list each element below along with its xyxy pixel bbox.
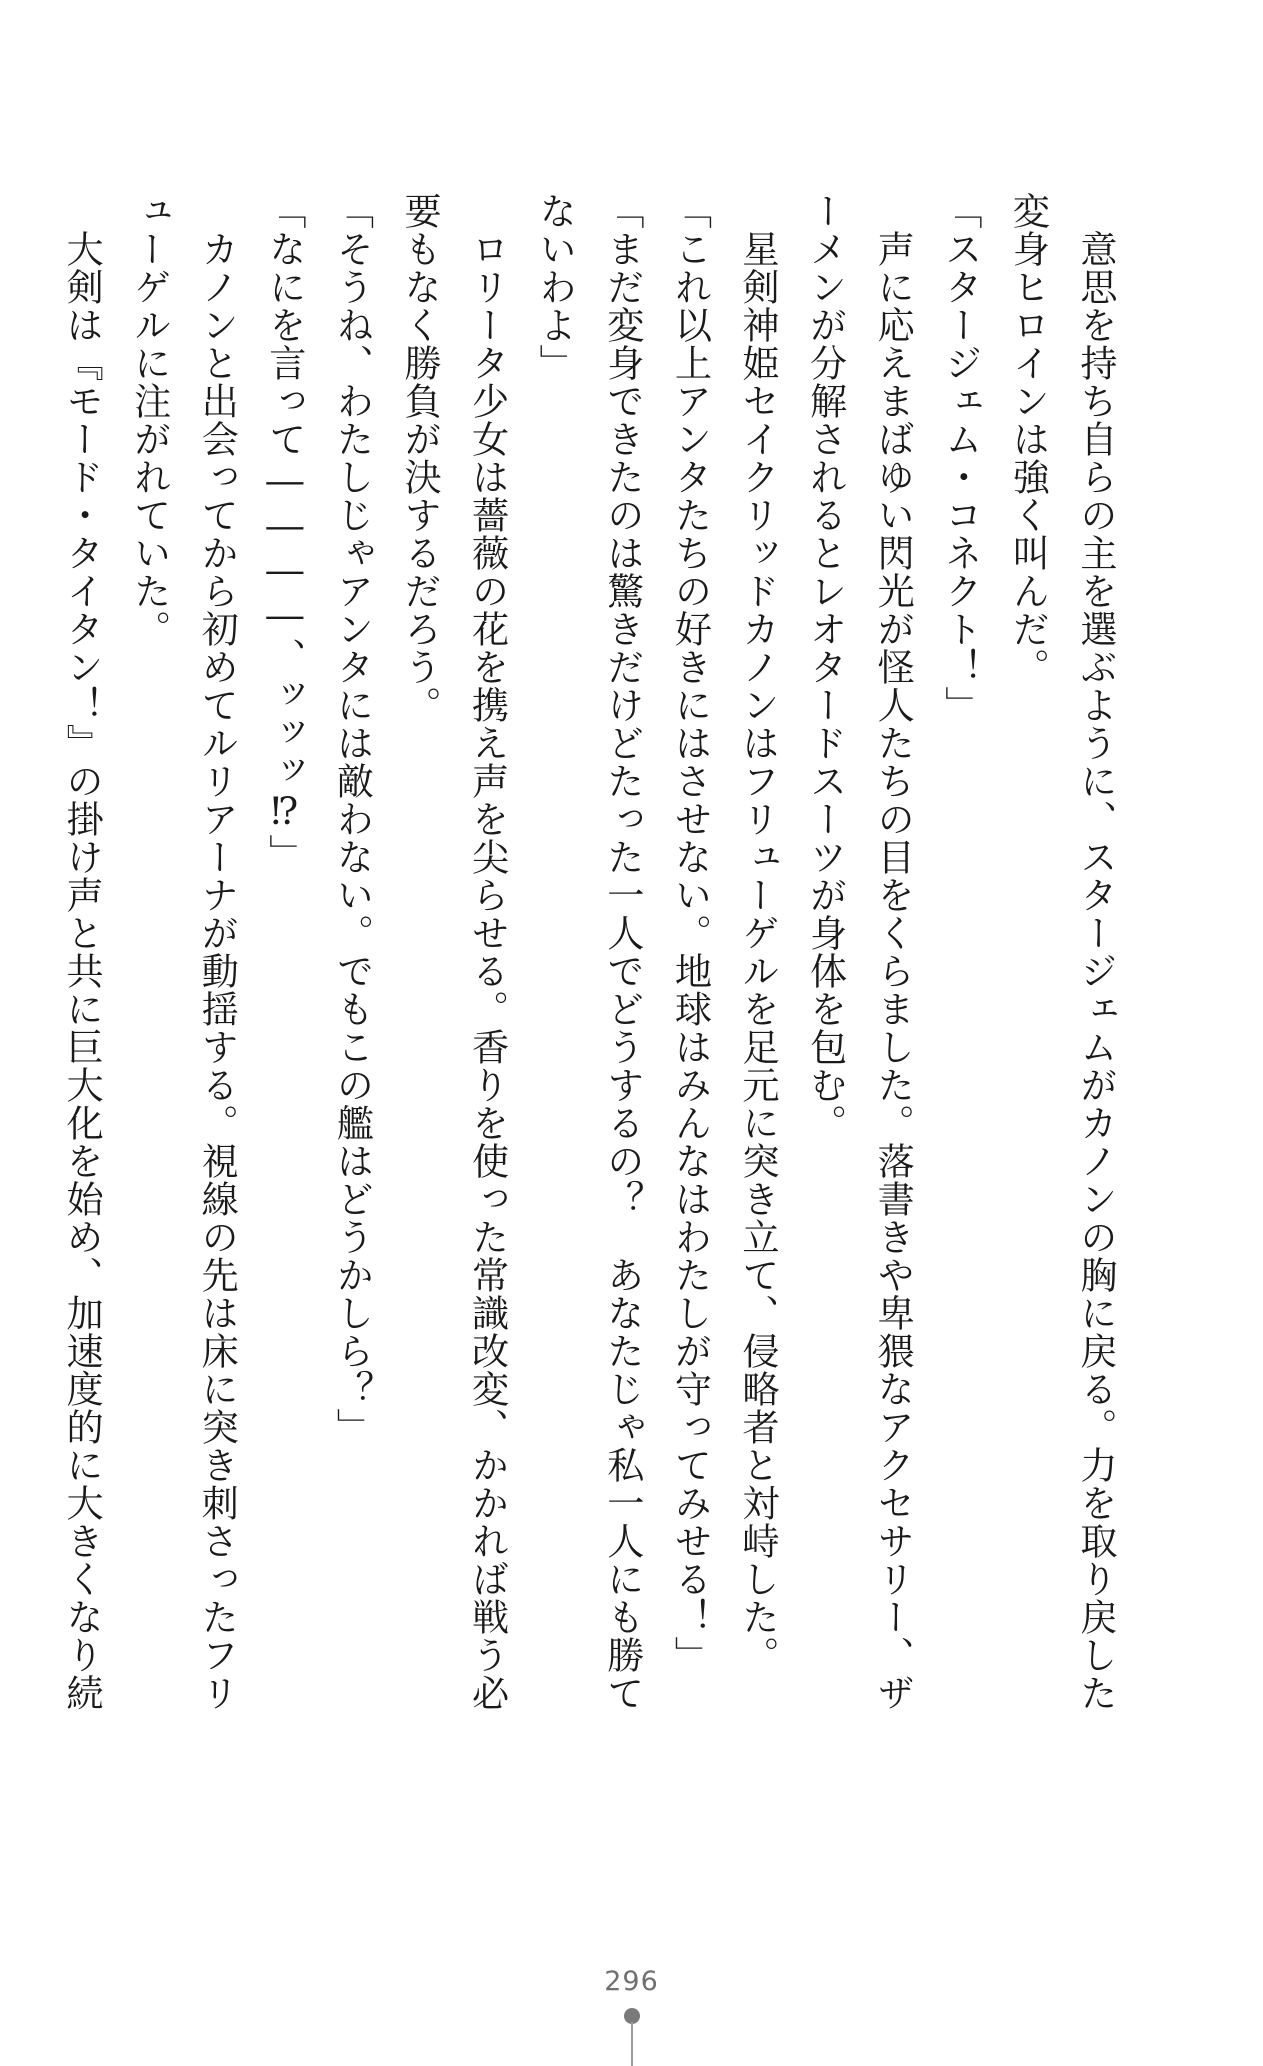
text-line: 要もなく勝負が決するだろう。	[398, 192, 443, 724]
text-line: 意思を持ち自らの主を選ぶように、スタージェムがカノンの胸に戻る。力を取り戻した	[1074, 192, 1118, 1712]
text-line: 「スタージェム・コネクト！」	[938, 192, 983, 724]
text-line: 星剣神姫セイクリッドカノンはフリューゲルを足元に突き立て、侵略者と対峙した。	[736, 192, 781, 1674]
text-line: ロリータ少女は薔薇の花を携え声を尖らせる。香りを使った常識改変、かかれば戦う必	[465, 192, 510, 1712]
text-line: 声に応えまばゆい閃光が怪人たちの目をくらました。落書きや卑猥なアクセサリー、ザ	[871, 192, 916, 1712]
text-line: 「まだ変身できたのは驚きだけどたった一人でどうするの？ あなたじゃ私一人にも勝て	[600, 192, 645, 1712]
text-line: 変身ヒロインは強く叫んだ。	[1006, 192, 1051, 686]
text-line: 「なにを言って――――、ッッッ⁉」	[262, 192, 307, 872]
text-line: 「そうね、わたしじゃアンタには敵わない。でもこの艦はどうかしら？」	[330, 192, 375, 1446]
vertical-text-body	[48, 192, 1130, 1852]
page-number: 296	[604, 1966, 659, 1997]
text-line: カノンと出会ってから初めてルリアーナが動揺する。視線の先は床に突き刺さったフリ	[195, 192, 240, 1712]
text-line: ないわよ」	[533, 192, 578, 382]
text-line: ーメンが分解されるとレオタードスーツが身体を包む。	[803, 192, 848, 1142]
text-line: 大剣は『モード・タイタン！』の掛け声と共に巨大化を始め、加速度的に大きくなり続	[60, 192, 105, 1712]
page-marker-line	[631, 2022, 633, 2066]
text-line: ューゲルに注がれていた。	[127, 192, 172, 648]
text-line: 「これ以上アンタたちの好きにはさせない。地球はみんなはわたしが守ってみせる！」	[668, 192, 713, 1674]
